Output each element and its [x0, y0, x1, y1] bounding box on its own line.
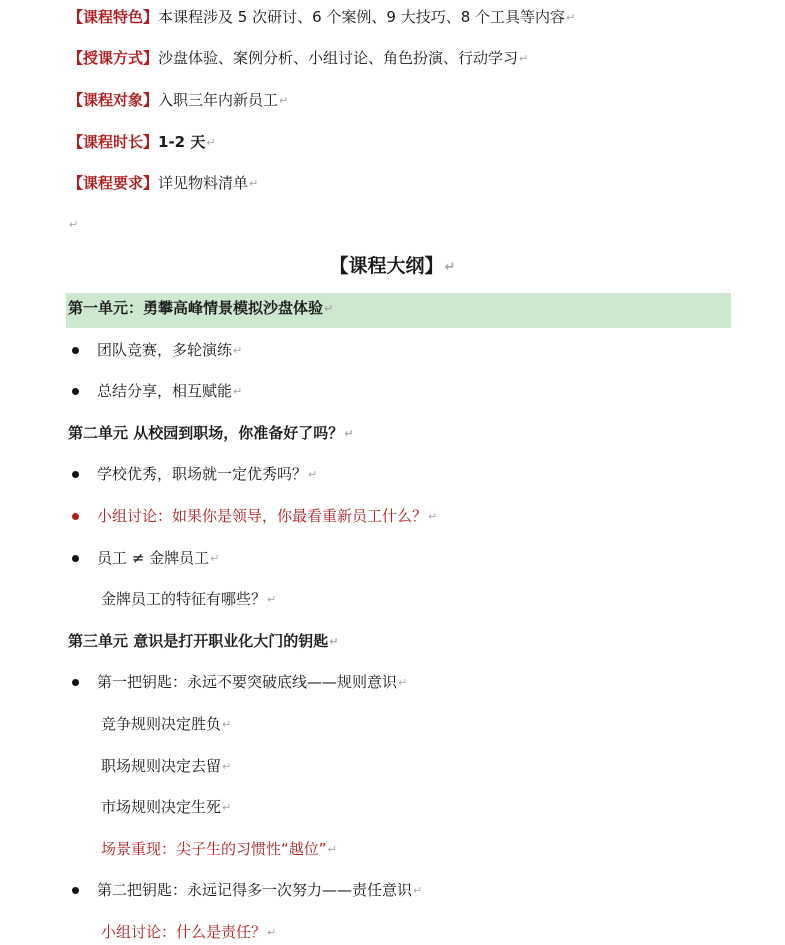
- list-item-text: 员工 ≠ 金牌员工: [97, 549, 210, 567]
- paragraph-mark-icon: ↵: [566, 11, 576, 24]
- list-item-text: 第二把钥匙：永远记得多一次努力——责任意识: [97, 881, 413, 899]
- empty-paragraph: [68, 214, 78, 235]
- sub-item-text: 小组讨论：什么是责任？: [101, 923, 267, 941]
- unit-3-title: [68, 631, 338, 652]
- info-value: 1-2 天: [158, 133, 206, 151]
- paragraph-mark-icon: ↵: [267, 926, 277, 939]
- unit-1-title: [68, 298, 333, 319]
- paragraph-mark-icon: ↵: [222, 801, 232, 814]
- bullet-icon: [72, 679, 79, 686]
- info-label: 【课程要求】: [68, 174, 159, 192]
- paragraph-mark-icon: ↵: [249, 177, 259, 190]
- paragraph-mark-icon: ↵: [233, 344, 243, 357]
- info-label: 【课程对象】: [68, 91, 159, 109]
- paragraph-mark-icon: ↵: [267, 593, 277, 606]
- bullet-icon: [72, 388, 79, 395]
- paragraph-mark-icon: ↵: [69, 218, 79, 231]
- list-item-text: 小组讨论：如果你是领导，你最看重新员工什么？: [97, 507, 428, 525]
- list-item-key-1: [97, 672, 407, 693]
- list-item: [97, 381, 242, 402]
- bullet-icon: [72, 471, 79, 478]
- list-item-text: 第一把钥匙：永远不要突破底线——规则意识: [97, 673, 398, 691]
- info-value: 详见物料清单: [158, 174, 249, 192]
- info-value: 入职三年内新员工: [158, 91, 279, 109]
- paragraph-mark-icon: ↵: [233, 385, 243, 398]
- list-item-text: 学校优秀，职场就一定优秀吗？: [97, 465, 308, 483]
- paragraph-mark-icon: ↵: [206, 136, 216, 149]
- paragraph-mark-icon: ↵: [279, 94, 289, 107]
- paragraph-mark-icon: ↵: [327, 843, 337, 856]
- list-item: [97, 464, 317, 485]
- info-target-audience: [68, 90, 288, 111]
- outline-title: [0, 253, 785, 281]
- paragraph-mark-icon: ↵: [519, 52, 529, 65]
- list-item-text: 总结分享，相互赋能: [97, 382, 233, 400]
- info-requirements: [68, 173, 258, 194]
- sub-item: [101, 589, 276, 610]
- info-course-features: [68, 7, 575, 28]
- sub-item-text: 市场规则决定生死: [101, 798, 222, 816]
- sub-item: [101, 756, 231, 777]
- info-value: 本课程涉及 5 次研讨、6 个案例、9 大技巧、8 个工具等内容: [158, 8, 566, 26]
- list-item: [97, 340, 242, 361]
- paragraph-mark-icon: ↵: [324, 302, 334, 315]
- sub-item-text: 金牌员工的特征有哪些？: [101, 590, 267, 608]
- bullet-icon: [72, 513, 79, 520]
- paragraph-mark-icon: ↵: [428, 510, 438, 523]
- paragraph-mark-icon: ↵: [210, 552, 220, 565]
- paragraph-mark-icon: ↵: [344, 427, 354, 440]
- paragraph-mark-icon: ↵: [308, 468, 318, 481]
- paragraph-mark-icon: ↵: [329, 635, 339, 648]
- paragraph-mark-icon: ↵: [222, 718, 232, 731]
- outline-title-text: 【课程大纲】: [329, 255, 444, 277]
- bullet-icon: [72, 347, 79, 354]
- sub-item-scenario: [101, 839, 337, 860]
- info-label: 【课程特色】: [68, 8, 159, 26]
- unit-2-title: [68, 423, 353, 444]
- sub-item-text: 职场规则决定去留: [101, 757, 222, 775]
- sub-item-text: 竞争规则决定胜负: [101, 715, 222, 733]
- info-value: 沙盘体验、案例分析、小组讨论、角色扮演、行动学习: [158, 49, 519, 67]
- sub-item-discussion: [101, 922, 276, 943]
- list-item-key-2: [97, 880, 422, 901]
- info-label: 【课程时长】: [68, 133, 159, 151]
- paragraph-mark-icon: ↵: [444, 260, 456, 275]
- info-teaching-method: [68, 48, 528, 69]
- list-item-discussion: [97, 506, 437, 527]
- bullet-icon: [72, 887, 79, 894]
- info-label: 【授课方式】: [68, 49, 159, 67]
- sub-item-text: 场景重现：尖子生的习惯性“越位”: [101, 840, 327, 858]
- unit-title-text: 第二单元 从校园到职场，你准备好了吗？: [68, 424, 344, 442]
- paragraph-mark-icon: ↵: [222, 760, 232, 773]
- sub-item: [101, 797, 231, 818]
- paragraph-mark-icon: ↵: [413, 884, 423, 897]
- unit-title-text: 第三单元 意识是打开职业化大门的钥匙: [68, 632, 329, 650]
- list-item-text: 团队竞赛，多轮演练: [97, 341, 233, 359]
- info-duration: [68, 132, 216, 153]
- sub-item: [101, 714, 231, 735]
- unit-title-text: 第一单元：勇攀高峰情景模拟沙盘体验: [68, 299, 324, 317]
- list-item: [97, 548, 219, 569]
- paragraph-mark-icon: ↵: [398, 676, 408, 689]
- bullet-icon: [72, 555, 79, 562]
